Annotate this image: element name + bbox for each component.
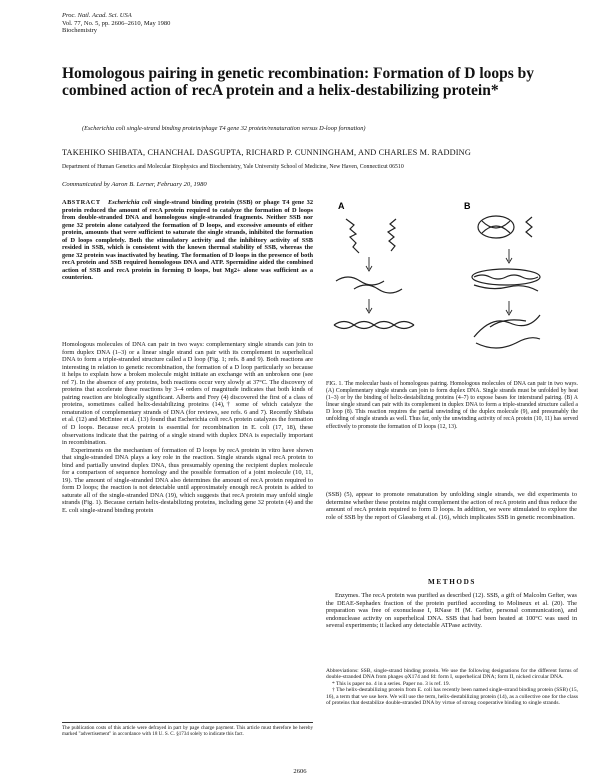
abbreviations-note: Abbreviations: SSB, single-strand binding protein. We use the following designations for the different forms of double-stranded DNA from phages φX174 and fd: form I, superhelical DNA; form II, nicked circular DNA.: [326, 668, 578, 681]
author-list: TAKEHIKO SHIBATA, CHANCHAL DASGUPTA, RICHARD P. CUNNINGHAM, AND CHARLES M. RADDING: [62, 148, 471, 157]
journal-header: [62, 12, 170, 35]
abstract: [62, 199, 313, 282]
abstract-label: ABSTRACT: [62, 199, 101, 206]
section-name: Biochemistry: [62, 27, 98, 35]
unwound-duplex-b: [472, 269, 540, 291]
affiliation: Department of Human Genetics and Molecular Biophysics and Biochemistry, Yale University School of Medicine, New Haven, Connecticut 06510: [62, 164, 404, 170]
methods-section: [326, 592, 577, 630]
methods-paragraph: Enzymes. The recA protein was purified as described (12). SSB, a gift of Malcolm Gefter, was the DEAE-Sephadex fraction of the protein purified according to Molineux et al. (20). The preparation was free of exonuclease I, RNase H (M. Gefter, personal communication), and endonuclease activity on superhelical DNA. SSB that had been heated at 100°C was used in several experiments; it lacked any detectable ATPase activity.: [326, 592, 577, 630]
figure-1-caption: FIG. 1. The molecular basis of homologous pairing. Homologous molecules of DNA can pair in two ways. (A) Complementary single strands can join to form duplex DNA. Single strands must be unfolded by heat (1–3) or by the binding of helix-destabilizing proteins (4–7) to expose bases for interstrand pairing. (B) A linear single strand can pair with its complement in duplex DNA to form a triple-stranded structure called a D loop (8). This reaction requires the partial unwinding of the duplex molecule (9), and presumably the unfolding of single strands as well. Thus far, only the unwinding activity of recA protein (10, 11) has served effectively to promote the formation of D loops (12, 13).: [326, 381, 578, 430]
abstract-text: single-strand binding protein (SSB) or phage T4 gene 32 protein reduced the amount of recA protein required to catalyze the formation of D loops from double-stranded DNA and homologous single-stranded fragments. Neither SSB nor gene 32 protein alone catalyzed the formation of D loops, and excessive amounts of either protein, amounts that were sufficient to saturate the single strands, inhibited the formation of D loops completely. Both the stimulatory activity and the inhibitory activity of SSB resided in SSB, which is consistent with the known thermal stability of SSB, whereas the gene 32 protein was inactivated by heating. The formation of D loops in the presence of both recA protein and SSB required homologous DNA and ATP. Spermidine aided the combined action of SSB and recA protein in forming D loops, but Mg2+ alone was sufficient as a counterion.: [62, 199, 314, 281]
panel-b-label: B: [464, 201, 471, 211]
article-subtitle: (Escherichia coli single-strand binding protein/phage T4 gene 32 protein/renaturation versus D-loop formation): [82, 125, 366, 132]
panel-a-label: A: [338, 201, 345, 211]
page-number: 2606: [293, 768, 307, 775]
arrow-down-b2: [506, 301, 512, 315]
arrow-down-a1: [366, 257, 372, 271]
body-paragraph: Homologous molecules of DNA can pair in two ways: complementary single strands can join to form duplex DNA (1–3) or a linear single strand can pair with its complement in superhelical DNA to form a triple-stranded structure called a D loop (Fig. 1; refs. 8 and 9). Both reactions are interesting in relation to genetic recombination, the formation of a D loop particularly so because it helps to explain how a broken molecule might initiate an exchange with an unbroken one (see ref 7). In the absence of any proteins, both reactions occur very slowly at 37°C. The discovery of proteins that accelerate these reactions by 3–4 orders of magnitude indicates that both kinds of pairing reaction are biologically significant. Alberts and Frey (4) discovered the first of a class of proteins, sometimes called helix-destabilizing proteins (14),† some of which catalyze the renaturation of complementary strands of DNA (for reviews, see refs. 6 and 7). Recently Shibata et al. (12) and McEntee et al. (13) found that Escherichia coli recA protein catalyzes the formation of D loops. Because recA protein is essential for recombination in E. coli (17, 18), these observations indicate that the pairing of a single strand with duplex DNA is especially important in recombination.: [62, 341, 313, 447]
d-loop-b: [474, 315, 540, 348]
footnotes-right: [326, 668, 578, 706]
folded-strand-right: [388, 219, 396, 251]
duplex-dna-a: [334, 322, 414, 329]
publication-cost-note: The publication costs of this article were defrayed in part by page charge payment. This article must therefore be hereby marked "advertisement" in accordance with 18 U. S. C. §1734 solely to indicate this fact.: [62, 725, 313, 738]
folded-strand-left: [346, 219, 359, 253]
article-title: Homologous pairing in genetic recombination: Formation of D loops by combined action of recA protein and a helix-destabilizing protein*: [62, 65, 535, 99]
superhelical-dna-b: [478, 216, 514, 238]
journal-name: Proc. Natl. Acad. Sci. USA: [62, 12, 132, 19]
arrow-down-a2: [366, 299, 372, 313]
series-footnote: * This is paper no. 4 in a series. Paper no. 3 is ref. 19.: [332, 680, 450, 687]
volume-line: Vol. 77, No. 5, pp. 2606–2610, May 1980: [62, 19, 171, 27]
abstract-species: Escherichia coli: [108, 199, 152, 206]
footnote-divider: [62, 722, 313, 723]
single-strand-b: [526, 217, 532, 237]
body-column-left: [62, 341, 313, 515]
body-paragraph: Experiments on the mechanism of formation of D loops by recA protein in vitro have shown that single-stranded DNA plays a key role in the reaction. Single strands signal recA protein to bind and partially unwind duplex DNA, thus presumably opening the recipient duplex molecule for a comparison of sequence homology and the possible formation of a joint molecule (10, 11, 19). The amount of single-stranded DNA also determines the amount of recA protein required to form D loops; the reaction is not detectable until approximately enough recA protein is added to saturate all of the single-stranded DNA (19), which suggests that recA protein may unfold single strands (Fig. 1). Because certain helix-destabilizing proteins, including gene 32 protein (4) and the E. coli single-strand binding protein: [62, 446, 313, 515]
communicated-by: Communicated by Aaron B. Lerner, February 20, 1980: [62, 181, 207, 188]
ssb-footnote: † The helix-destabilizing protein from E. coli has recently been named single-strand binding protein (SSB) (15, 16), a term that we use here. We will use the term, helix-destabilizing protein (14), as a collective one for the class of proteins that destabilize double-stranded DNA by virtue of strong cooperative binding to single strands.: [326, 687, 578, 707]
methods-heading: METHODS: [428, 578, 476, 586]
unfolded-strands-a: [336, 277, 402, 293]
figure-1-diagram: [324, 197, 574, 355]
figure-1: [324, 197, 574, 355]
arrow-down-b1: [506, 249, 512, 263]
body-paragraph: (SSB) (5), appear to promote renaturation by unfolding single strands, we did experiments to determine whether these proteins might complement the action of recA protein and thus reduce the amount of recA protein required to form D loops. In addition, we were stimulated to explore the role of SSB by the report of Glassberg et al. (16), which implicates SSB in genetic recombination.: [326, 491, 577, 521]
body-column-right: [326, 491, 577, 521]
